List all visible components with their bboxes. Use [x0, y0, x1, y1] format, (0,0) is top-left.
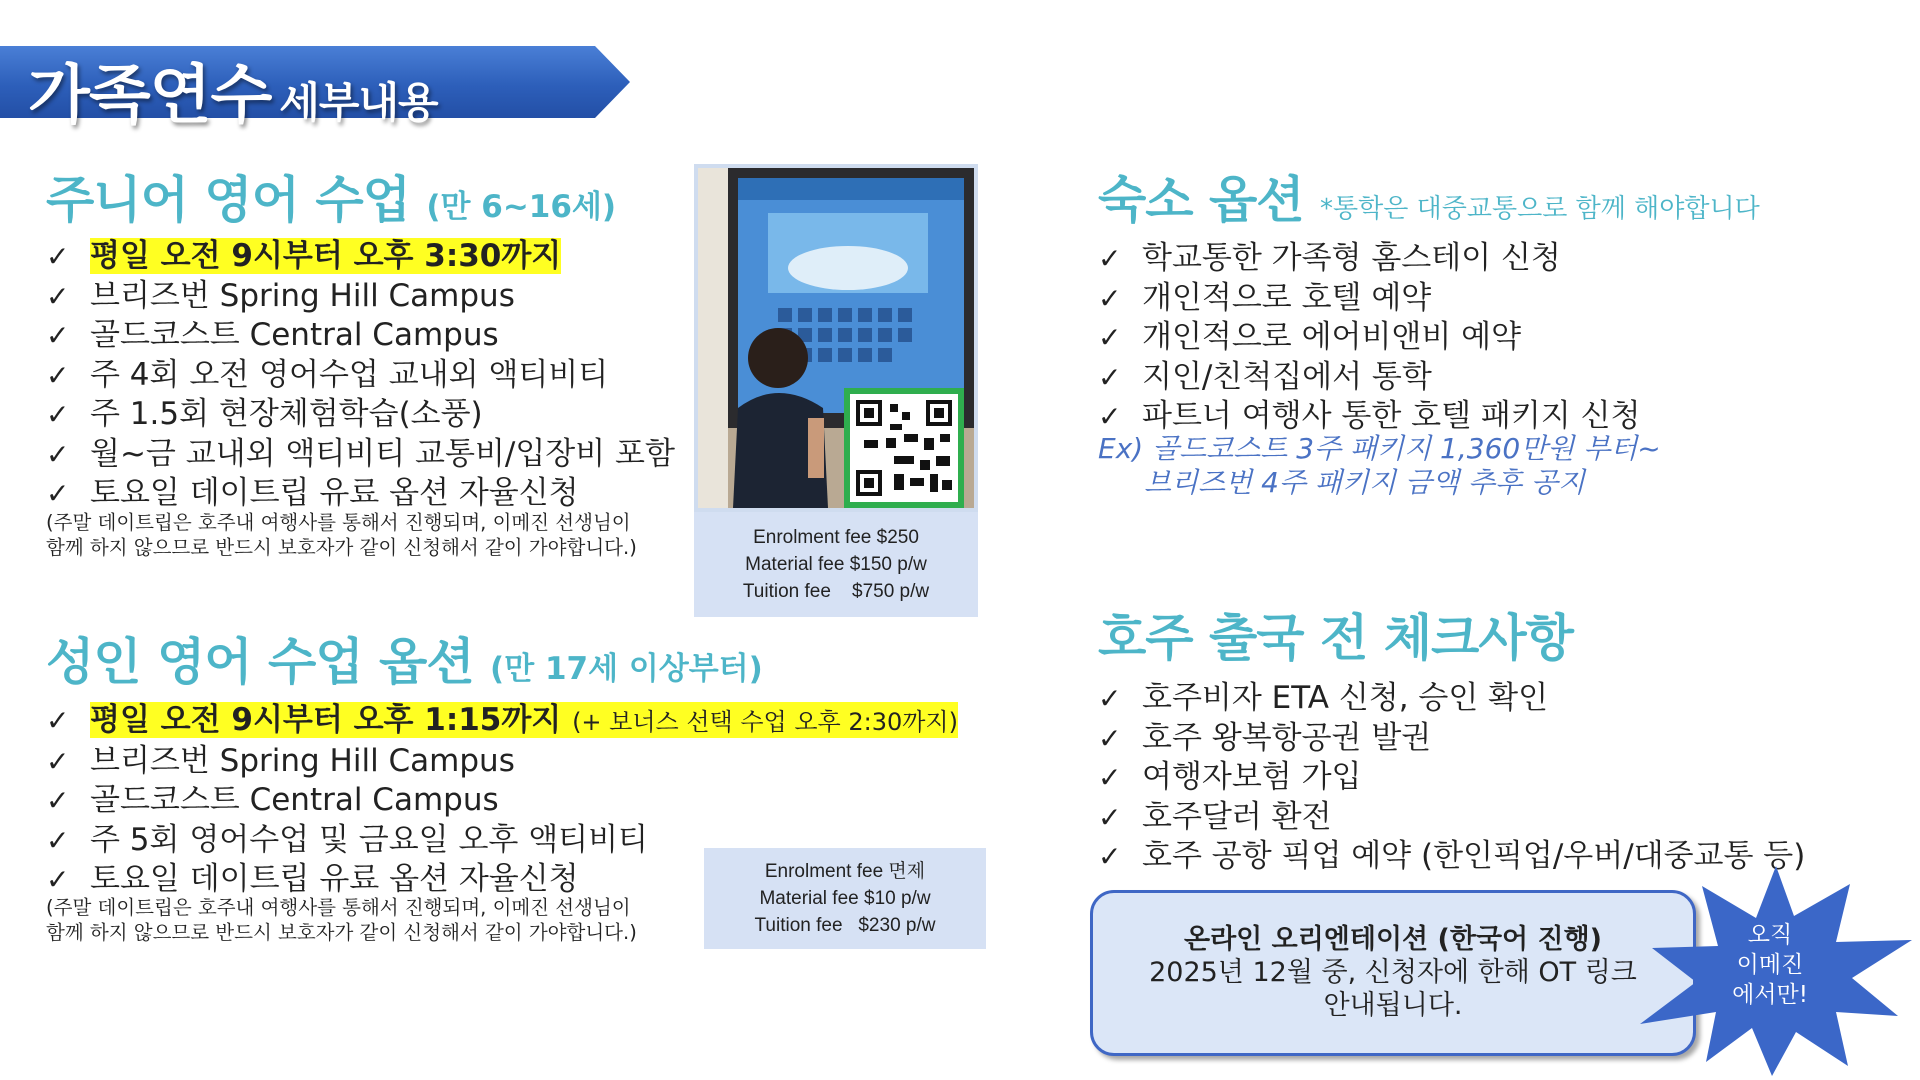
adult-item: 브리즈번 Spring Hill Campus: [90, 742, 515, 779]
orientation-title: 온라인 오리엔테이션 (한국어 진행): [1183, 924, 1603, 955]
list-item: [1098, 719, 1805, 759]
junior-fee-box: [694, 512, 978, 617]
fee-line: Tuition fee $230 p/w: [754, 915, 936, 936]
package-example-line: Ex) 골드코스트 3주 패키지 1,360만원 부터~: [1098, 432, 1661, 465]
accommodation-note: *통학은 대중교통으로 함께 해야합니다: [1320, 194, 1760, 224]
check-icon: ✓: [1098, 761, 1122, 794]
junior-heading: [46, 160, 616, 232]
check-icon: ✓: [1098, 360, 1122, 394]
accommodation-item: 학교통한 가족형 홈스테이 신청: [1142, 240, 1561, 276]
package-example-line: 브리즈번 4주 패키지 금액 추후 공지: [1144, 466, 1585, 499]
junior-list: [46, 237, 675, 514]
list-item: [46, 435, 675, 475]
starburst-text: [1700, 920, 1840, 1010]
adult-note-line: (주말 데이트립은 호주내 여행사를 통해서 진행되며, 이메진 선생님이: [46, 896, 631, 919]
list-item: [46, 316, 675, 356]
junior-note-line: 함께 하지 않으므로 반드시 보호자가 같이 신청해서 같이 가야합니다.): [46, 536, 637, 559]
list-item: [46, 701, 958, 742]
accommodation-heading-text: 숙소 옵션: [1098, 171, 1304, 229]
check-icon: ✓: [46, 704, 70, 737]
check-icon: ✓: [46, 240, 70, 273]
orientation-line: 2025년 12월 중, 신청자에 한해 OT 링크: [1149, 957, 1637, 988]
check-icon: ✓: [46, 398, 70, 431]
fee-line: Material fee $10 p/w: [759, 888, 931, 909]
checklist-item: 호주 공항 픽업 예약 (한인픽업/우버/대중교통 등): [1142, 838, 1806, 874]
junior-item-highlight: 평일 오전 9시부터 오후 3:30까지: [90, 238, 562, 274]
check-icon: ✓: [1098, 721, 1122, 755]
adult-fee-box: [704, 848, 986, 949]
check-icon: ✓: [1098, 242, 1122, 275]
checklist-item: 호주비자 ETA 신청, 승인 확인: [1142, 680, 1549, 716]
accommodation-list: [1098, 239, 1640, 437]
fee-line: Material fee $150 p/w: [745, 554, 927, 575]
list-item: [1098, 279, 1640, 319]
list-item: [1098, 397, 1640, 437]
check-icon: ✓: [46, 358, 70, 392]
junior-item: 골드코스트 Central Campus: [90, 317, 499, 353]
check-icon: ✓: [1098, 321, 1122, 354]
junior-item: 주 1.5회 현장체험학습(소풍): [90, 396, 483, 432]
junior-item: 토요일 데이트립 유료 옵션 자율신청: [90, 475, 579, 511]
list-item: [1098, 358, 1640, 398]
check-icon: ✓: [46, 437, 70, 471]
junior-note: [46, 510, 637, 560]
classroom-illustration: [698, 168, 974, 508]
adult-note-line: 함께 하지 않으므로 반드시 보호자가 같이 신청해서 같이 가야합니다.): [46, 921, 637, 944]
list-item: [1098, 239, 1640, 279]
junior-heading-text: 주니어 영어 수업: [46, 171, 410, 229]
list-item: [46, 474, 675, 514]
check-icon: ✓: [1098, 682, 1122, 715]
adult-heading-text: 성인 영어 수업 옵션: [46, 633, 474, 691]
check-icon: ✓: [46, 279, 70, 313]
list-item: [46, 277, 675, 317]
check-icon: ✓: [1098, 800, 1122, 834]
page-title: [28, 44, 438, 136]
starburst-line: 오직: [1747, 922, 1793, 948]
adult-age: (만 17세 이상부터): [490, 651, 763, 687]
list-item: [46, 742, 958, 782]
list-item: [46, 356, 675, 396]
package-example: [1098, 432, 1661, 500]
check-icon: ✓: [46, 823, 70, 857]
adult-item: 골드코스트 Central Campus: [90, 782, 499, 818]
list-item: [46, 781, 958, 821]
accommodation-item: 개인적으로 에어비앤비 예약: [1142, 319, 1522, 355]
check-icon: ✓: [1098, 400, 1122, 433]
check-icon: ✓: [1098, 840, 1122, 873]
page-title-main: 가족연수: [28, 59, 272, 133]
adult-bonus: (+ 보너스 선택 수업 오후 2:30까지): [572, 708, 958, 736]
starburst-line: 이메진: [1736, 952, 1804, 978]
orientation-line: 안내됩니다.: [1323, 990, 1463, 1021]
classroom-photo: [694, 164, 978, 512]
junior-item: 브리즈번 Spring Hill Campus: [90, 277, 515, 314]
check-icon: ✓: [46, 319, 70, 352]
list-item: [1098, 679, 1805, 719]
checklist-heading: [1098, 598, 1573, 670]
checklist-item: 호주달러 환전: [1142, 798, 1332, 835]
accommodation-item: 파트너 여행사 통한 호텔 패키지 신청: [1142, 398, 1641, 434]
orientation-box: [1090, 890, 1696, 1056]
accommodation-item: 지인/친척집에서 통학: [1142, 358, 1432, 395]
adult-item-highlight: 평일 오전 9시부터 오후 1:15까지: [90, 702, 562, 738]
accommodation-heading: [1098, 160, 1760, 232]
fee-line: Tuition fee $750 p/w: [742, 581, 930, 602]
adult-note: [46, 895, 637, 945]
list-item: [1098, 758, 1805, 798]
checklist-item: 여행자보험 가입: [1142, 759, 1362, 795]
accommodation-item: 개인적으로 호텔 예약: [1142, 279, 1432, 316]
check-icon: ✓: [46, 744, 70, 778]
checklist-item: 호주 왕복항공권 발권: [1142, 719, 1432, 756]
junior-note-line: (주말 데이트립은 호주내 여행사를 통해서 진행되며, 이메진 선생님이: [46, 511, 631, 534]
adult-item: 토요일 데이트립 유료 옵션 자율신청: [90, 861, 579, 897]
page-title-sub: 세부내용: [279, 78, 438, 127]
list-item: [1098, 318, 1640, 358]
junior-age: (만 6~16세): [426, 189, 617, 225]
checklist-list: [1098, 679, 1805, 877]
fee-line: Enrolment fee 면제: [764, 861, 926, 882]
list-item: [46, 237, 675, 277]
adult-heading: [46, 622, 763, 694]
check-icon: ✓: [46, 477, 70, 510]
adult-item: 주 5회 영어수업 및 금요일 오후 액티비티: [90, 821, 648, 858]
junior-item: 월~금 교내외 액티비티 교통비/입장비 포함: [90, 435, 675, 472]
list-item: [1098, 798, 1805, 838]
fee-line: Enrolment fee $250: [753, 527, 919, 548]
list-item: [46, 395, 675, 435]
starburst-line: 에서만!: [1732, 982, 1808, 1008]
junior-item: 주 4회 오전 영어수업 교내외 액티비티: [90, 356, 609, 393]
check-icon: ✓: [1098, 281, 1122, 315]
check-icon: ✓: [46, 784, 70, 817]
checklist-heading-text: 호주 출국 전 체크사항: [1098, 609, 1573, 667]
check-icon: ✓: [46, 863, 70, 896]
